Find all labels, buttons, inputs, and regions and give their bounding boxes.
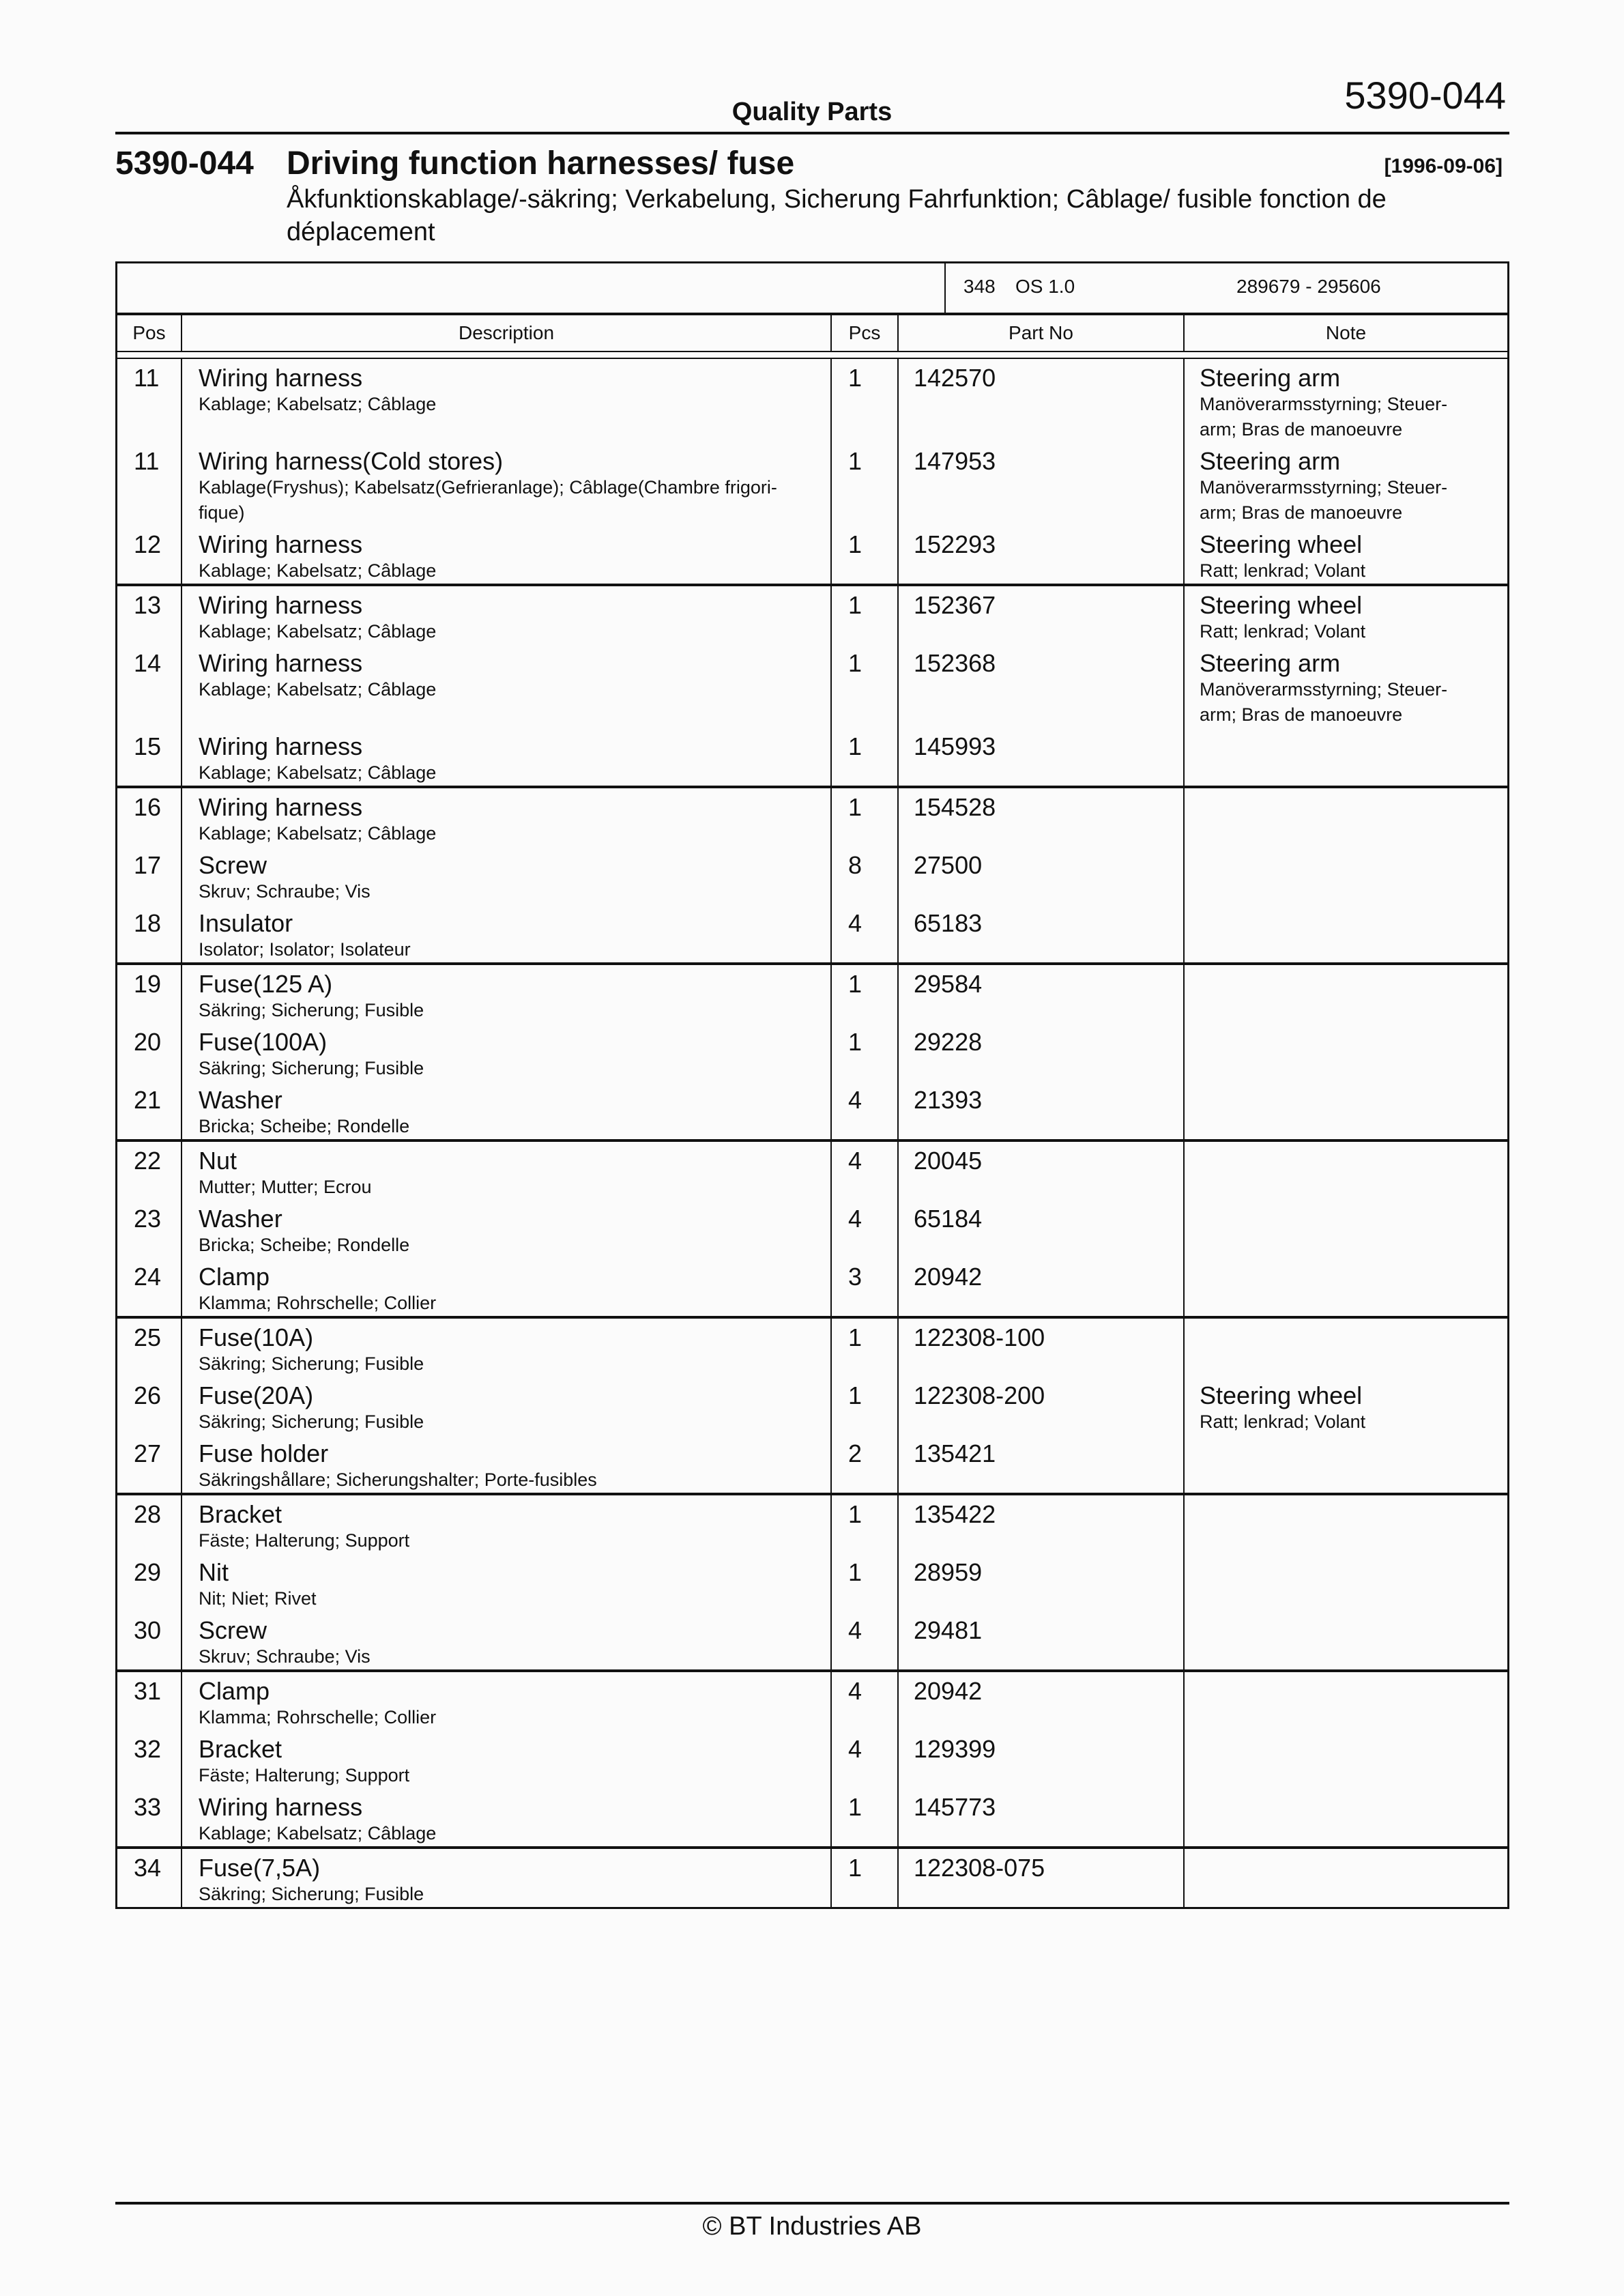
cell-description	[182, 1200, 832, 1258]
row-group	[117, 1846, 1507, 1907]
cell-note	[1185, 586, 1507, 644]
cell-note	[1185, 1611, 1507, 1669]
cell-description	[182, 526, 832, 584]
cell-note	[1185, 644, 1507, 728]
model-code: 348	[963, 276, 996, 297]
cell-part-no: 28959	[899, 1553, 1185, 1611]
table-row	[117, 442, 1507, 526]
cell-pcs: 2	[832, 1435, 899, 1493]
cell-part-no: 152367	[899, 586, 1185, 644]
serial-range: 289679 - 295606	[1236, 276, 1381, 297]
table-row	[117, 1553, 1507, 1611]
cell-pos: 19	[117, 965, 182, 1023]
title-translations: Åkfunktionskablage/-säkring; Verkabelung, Sicherung Fahrfunktion; Câblage/ fusible fonction de déplacement	[287, 185, 1387, 246]
cell-part-no: 29228	[899, 1023, 1185, 1081]
section-heading: Quality Parts	[731, 98, 893, 126]
part-name: Clamp	[199, 1263, 270, 1291]
row-group	[117, 962, 1507, 1139]
cell-part-no: 145993	[899, 728, 1185, 786]
cell-pos: 30	[117, 1611, 182, 1669]
cell-note	[1185, 1730, 1507, 1788]
cell-pcs: 1	[832, 526, 899, 584]
cell-note	[1185, 1142, 1507, 1200]
cell-part-no: 122308-200	[899, 1377, 1185, 1435]
note-translations: Manöverarmsstyrning; Steuer-arm; Bras de manoeuvre	[1200, 679, 1448, 725]
cell-description	[182, 965, 832, 1023]
table-body	[117, 359, 1507, 1907]
cell-pos: 24	[117, 1258, 182, 1316]
cell-pos: 15	[117, 728, 182, 786]
cell-pcs: 1	[832, 965, 899, 1023]
part-translations: Kablage(Fryshus); Kabelsatz(Gefrieranlage); Câblage(Chambre frigori-fique)	[199, 477, 777, 523]
model-version: OS 1.0	[1015, 276, 1075, 297]
cell-note	[1185, 904, 1507, 962]
part-translations: Fäste; Halterung; Support	[199, 1530, 410, 1551]
table-row	[117, 728, 1507, 786]
part-translations: Kablage; Kabelsatz; Câblage	[199, 1823, 437, 1843]
cell-description	[182, 1849, 832, 1907]
cell-note	[1185, 846, 1507, 904]
cell-pos: 34	[117, 1849, 182, 1907]
note-translations: Ratt; lenkrad; Volant	[1200, 560, 1366, 581]
table-row	[117, 965, 1507, 1023]
part-translations: Säkringshållare; Sicherungshalter; Porte-fusibles	[199, 1469, 597, 1490]
title-number: 5390-044	[115, 145, 254, 182]
part-translations: Kablage; Kabelsatz; Câblage	[199, 621, 437, 642]
cell-pos: 13	[117, 586, 182, 644]
footer-divider	[115, 2202, 1509, 2205]
cell-part-no: 145773	[899, 1788, 1185, 1846]
cell-note	[1185, 442, 1507, 526]
header-divider	[115, 132, 1509, 134]
model-info-divider	[944, 263, 946, 313]
cell-part-no: 142570	[899, 359, 1185, 442]
cell-pos: 28	[117, 1495, 182, 1553]
part-name: Bracket	[199, 1735, 282, 1763]
part-name: Washer	[199, 1086, 282, 1114]
note-text: Steering arm	[1200, 364, 1341, 392]
cell-part-no: 122308-100	[899, 1319, 1185, 1377]
cell-pcs: 1	[832, 788, 899, 846]
row-group	[117, 1493, 1507, 1669]
cell-pos: 16	[117, 788, 182, 846]
table-row	[117, 644, 1507, 728]
cell-note	[1185, 359, 1507, 442]
cell-pos: 21	[117, 1081, 182, 1139]
model-info-row	[117, 263, 1507, 315]
cell-pos: 31	[117, 1672, 182, 1730]
cell-note	[1185, 1435, 1507, 1493]
part-translations: Kablage; Kabelsatz; Câblage	[199, 823, 437, 844]
cell-pcs: 1	[832, 1319, 899, 1377]
cell-description	[182, 1377, 832, 1435]
cell-pos: 32	[117, 1730, 182, 1788]
cell-note	[1185, 1081, 1507, 1139]
part-name: Wiring harness	[199, 1793, 363, 1821]
part-name: Fuse(125 A)	[199, 970, 333, 998]
cell-description	[182, 904, 832, 962]
note-translations: Ratt; lenkrad; Volant	[1200, 1411, 1366, 1432]
cell-description	[182, 1788, 832, 1846]
part-name: Fuse(10A)	[199, 1323, 314, 1351]
note-text: Steering wheel	[1200, 1381, 1363, 1409]
cell-part-no: 21393	[899, 1081, 1185, 1139]
part-name: Wiring harness	[199, 530, 363, 558]
note-text: Steering arm	[1200, 447, 1341, 475]
cell-pos: 17	[117, 846, 182, 904]
table-row	[117, 1377, 1507, 1435]
part-translations: Fäste; Halterung; Support	[199, 1765, 410, 1785]
row-group	[117, 584, 1507, 786]
part-translations: Kablage; Kabelsatz; Câblage	[199, 762, 437, 783]
cell-pcs: 1	[832, 1023, 899, 1081]
cell-pcs: 4	[832, 1672, 899, 1730]
cell-description	[182, 728, 832, 786]
table-row	[117, 359, 1507, 442]
cell-description	[182, 1611, 832, 1669]
table-row	[117, 1258, 1507, 1316]
cell-part-no: 20045	[899, 1142, 1185, 1200]
part-translations: Säkring; Sicherung; Fusible	[199, 1000, 424, 1020]
cell-description	[182, 1553, 832, 1611]
cell-note	[1185, 1553, 1507, 1611]
part-name: Nit	[199, 1558, 229, 1586]
part-name: Bracket	[199, 1500, 282, 1528]
part-name: Insulator	[199, 909, 293, 937]
cell-pos: 18	[117, 904, 182, 962]
part-translations: Nit; Niet; Rivet	[199, 1588, 317, 1609]
note-translations: Manöverarmsstyrning; Steuer-arm; Bras de manoeuvre	[1200, 394, 1448, 440]
cell-description	[182, 359, 832, 442]
part-translations: Säkring; Sicherung; Fusible	[199, 1411, 424, 1432]
row-group	[117, 359, 1507, 584]
part-name: Wiring harness	[199, 793, 363, 821]
table-row	[117, 1495, 1507, 1553]
cell-description	[182, 586, 832, 644]
table-row	[117, 1672, 1507, 1730]
cell-part-no: 29481	[899, 1611, 1185, 1669]
cell-description	[182, 1258, 832, 1316]
cell-note	[1185, 1258, 1507, 1316]
table-row	[117, 1730, 1507, 1788]
cell-part-no: 147953	[899, 442, 1185, 526]
row-group	[117, 1669, 1507, 1846]
part-translations: Bricka; Scheibe; Rondelle	[199, 1235, 410, 1255]
cell-pcs: 1	[832, 1495, 899, 1553]
cell-part-no: 27500	[899, 846, 1185, 904]
cell-pcs: 4	[832, 1611, 899, 1669]
cell-pcs: 4	[832, 1200, 899, 1258]
table-row	[117, 1435, 1507, 1493]
column-header-part-no: Part No	[899, 315, 1185, 351]
cell-pcs: 1	[832, 728, 899, 786]
title-date: [1996-09-06]	[1384, 155, 1503, 177]
cell-pos: 20	[117, 1023, 182, 1081]
column-header-description: Description	[182, 315, 832, 351]
table-row	[117, 846, 1507, 904]
cell-pcs: 4	[832, 1081, 899, 1139]
cell-part-no: 152293	[899, 526, 1185, 584]
cell-note	[1185, 1495, 1507, 1553]
cell-part-no: 122308-075	[899, 1849, 1185, 1907]
part-name: Wiring harness	[199, 649, 363, 677]
cell-description	[182, 1142, 832, 1200]
part-name: Screw	[199, 1616, 267, 1644]
part-name: Clamp	[199, 1677, 270, 1705]
note-text: Steering arm	[1200, 649, 1341, 677]
table-row	[117, 1142, 1507, 1200]
cell-pos: 29	[117, 1553, 182, 1611]
cell-note	[1185, 1849, 1507, 1907]
cell-description	[182, 1319, 832, 1377]
part-translations: Säkring; Sicherung; Fusible	[199, 1884, 424, 1904]
table-row	[117, 1023, 1507, 1081]
note-text: Steering wheel	[1200, 530, 1363, 558]
cell-description	[182, 442, 832, 526]
cell-pcs: 1	[832, 359, 899, 442]
part-translations: Kablage; Kabelsatz; Câblage	[199, 679, 437, 700]
part-name: Nut	[199, 1147, 237, 1175]
table-row	[117, 904, 1507, 962]
part-name: Washer	[199, 1205, 282, 1233]
part-name: Fuse holder	[199, 1439, 329, 1467]
cell-description	[182, 1023, 832, 1081]
cell-description	[182, 1730, 832, 1788]
cell-pos: 33	[117, 1788, 182, 1846]
cell-description	[182, 644, 832, 728]
part-name: Fuse(100A)	[199, 1028, 328, 1056]
cell-pos: 27	[117, 1435, 182, 1493]
cell-part-no: 152368	[899, 644, 1185, 728]
cell-description	[182, 846, 832, 904]
row-group	[117, 1316, 1507, 1493]
cell-note	[1185, 1672, 1507, 1730]
cell-note	[1185, 526, 1507, 584]
cell-part-no: 20942	[899, 1258, 1185, 1316]
cell-description	[182, 788, 832, 846]
table-row	[117, 1849, 1507, 1907]
part-name: Fuse(7,5A)	[199, 1854, 321, 1882]
cell-note	[1185, 728, 1507, 786]
part-translations: Kablage; Kabelsatz; Câblage	[199, 394, 437, 414]
copyright: © BT Industries AB	[702, 2212, 922, 2241]
note-translations: Ratt; lenkrad; Volant	[1200, 621, 1366, 642]
part-name: Fuse(20A)	[199, 1381, 314, 1409]
part-translations: Säkring; Sicherung; Fusible	[199, 1058, 424, 1078]
cell-part-no: 20942	[899, 1672, 1185, 1730]
cell-note	[1185, 965, 1507, 1023]
cell-note	[1185, 788, 1507, 846]
cell-pcs: 1	[832, 1553, 899, 1611]
column-header-note: Note	[1325, 322, 1367, 343]
table-header	[117, 315, 1507, 352]
part-translations: Skruv; Schraube; Vis	[199, 881, 371, 902]
cell-note	[1185, 1377, 1507, 1435]
parts-table	[115, 261, 1509, 1909]
table-row	[117, 1611, 1507, 1669]
table-row	[117, 1081, 1507, 1139]
cell-part-no: 135422	[899, 1495, 1185, 1553]
cell-pcs: 1	[832, 1788, 899, 1846]
table-row	[117, 788, 1507, 846]
cell-description	[182, 1672, 832, 1730]
part-translations: Isolator; Isolator; Isolateur	[199, 939, 411, 960]
cell-description	[182, 1495, 832, 1553]
cell-pcs: 4	[832, 904, 899, 962]
table-row	[117, 1200, 1507, 1258]
cell-part-no: 129399	[899, 1730, 1185, 1788]
note-translations: Manöverarmsstyrning; Steuer-arm; Bras de manoeuvre	[1200, 477, 1448, 523]
cell-description	[182, 1435, 832, 1493]
part-name: Wiring harness(Cold stores)	[199, 447, 504, 475]
cell-pcs: 1	[832, 442, 899, 526]
cell-pcs: 1	[832, 586, 899, 644]
cell-note	[1185, 1023, 1507, 1081]
table-row	[117, 1319, 1507, 1377]
cell-pos: 25	[117, 1319, 182, 1377]
cell-note	[1185, 1319, 1507, 1377]
part-name: Wiring harness	[199, 732, 363, 760]
cell-pos: 14	[117, 644, 182, 728]
cell-part-no: 65184	[899, 1200, 1185, 1258]
part-translations: Bricka; Scheibe; Rondelle	[199, 1116, 410, 1136]
cell-pos: 11	[117, 359, 182, 442]
part-name: Screw	[199, 851, 267, 879]
cell-pos: 22	[117, 1142, 182, 1200]
part-translations: Klamma; Rohrschelle; Collier	[199, 1293, 437, 1313]
part-translations: Klamma; Rohrschelle; Collier	[199, 1707, 437, 1727]
cell-pcs: 4	[832, 1142, 899, 1200]
cell-note	[1185, 1200, 1507, 1258]
page-title: Driving function harnesses/ fuse	[287, 145, 795, 182]
cell-description	[182, 1081, 832, 1139]
row-group	[117, 1139, 1507, 1316]
cell-note	[1185, 1788, 1507, 1846]
cell-pcs: 1	[832, 1377, 899, 1435]
cell-pcs: 8	[832, 846, 899, 904]
table-row	[117, 586, 1507, 644]
part-name: Wiring harness	[199, 591, 363, 619]
cell-pos: 23	[117, 1200, 182, 1258]
column-header-pos: Pos	[117, 315, 182, 351]
part-translations: Säkring; Sicherung; Fusible	[199, 1353, 424, 1374]
cell-pcs: 1	[832, 644, 899, 728]
part-translations: Skruv; Schraube; Vis	[199, 1646, 371, 1667]
part-name: Wiring harness	[199, 364, 363, 392]
cell-pos: 12	[117, 526, 182, 584]
table-row	[117, 526, 1507, 584]
cell-part-no: 154528	[899, 788, 1185, 846]
cell-part-no: 29584	[899, 965, 1185, 1023]
cell-part-no: 135421	[899, 1435, 1185, 1493]
table-row	[117, 1788, 1507, 1846]
row-group	[117, 786, 1507, 962]
cell-pcs: 1	[832, 1849, 899, 1907]
cell-pos: 11	[117, 442, 182, 526]
part-translations: Kablage; Kabelsatz; Câblage	[199, 560, 437, 581]
cell-pos: 26	[117, 1377, 182, 1435]
document-number-top: 5390-044	[1344, 74, 1506, 117]
note-text: Steering wheel	[1200, 591, 1363, 619]
part-translations: Mutter; Mutter; Ecrou	[199, 1177, 372, 1197]
cell-pcs: 4	[832, 1730, 899, 1788]
cell-part-no: 65183	[899, 904, 1185, 962]
column-header-pcs: Pcs	[832, 315, 899, 351]
cell-pcs: 3	[832, 1258, 899, 1316]
